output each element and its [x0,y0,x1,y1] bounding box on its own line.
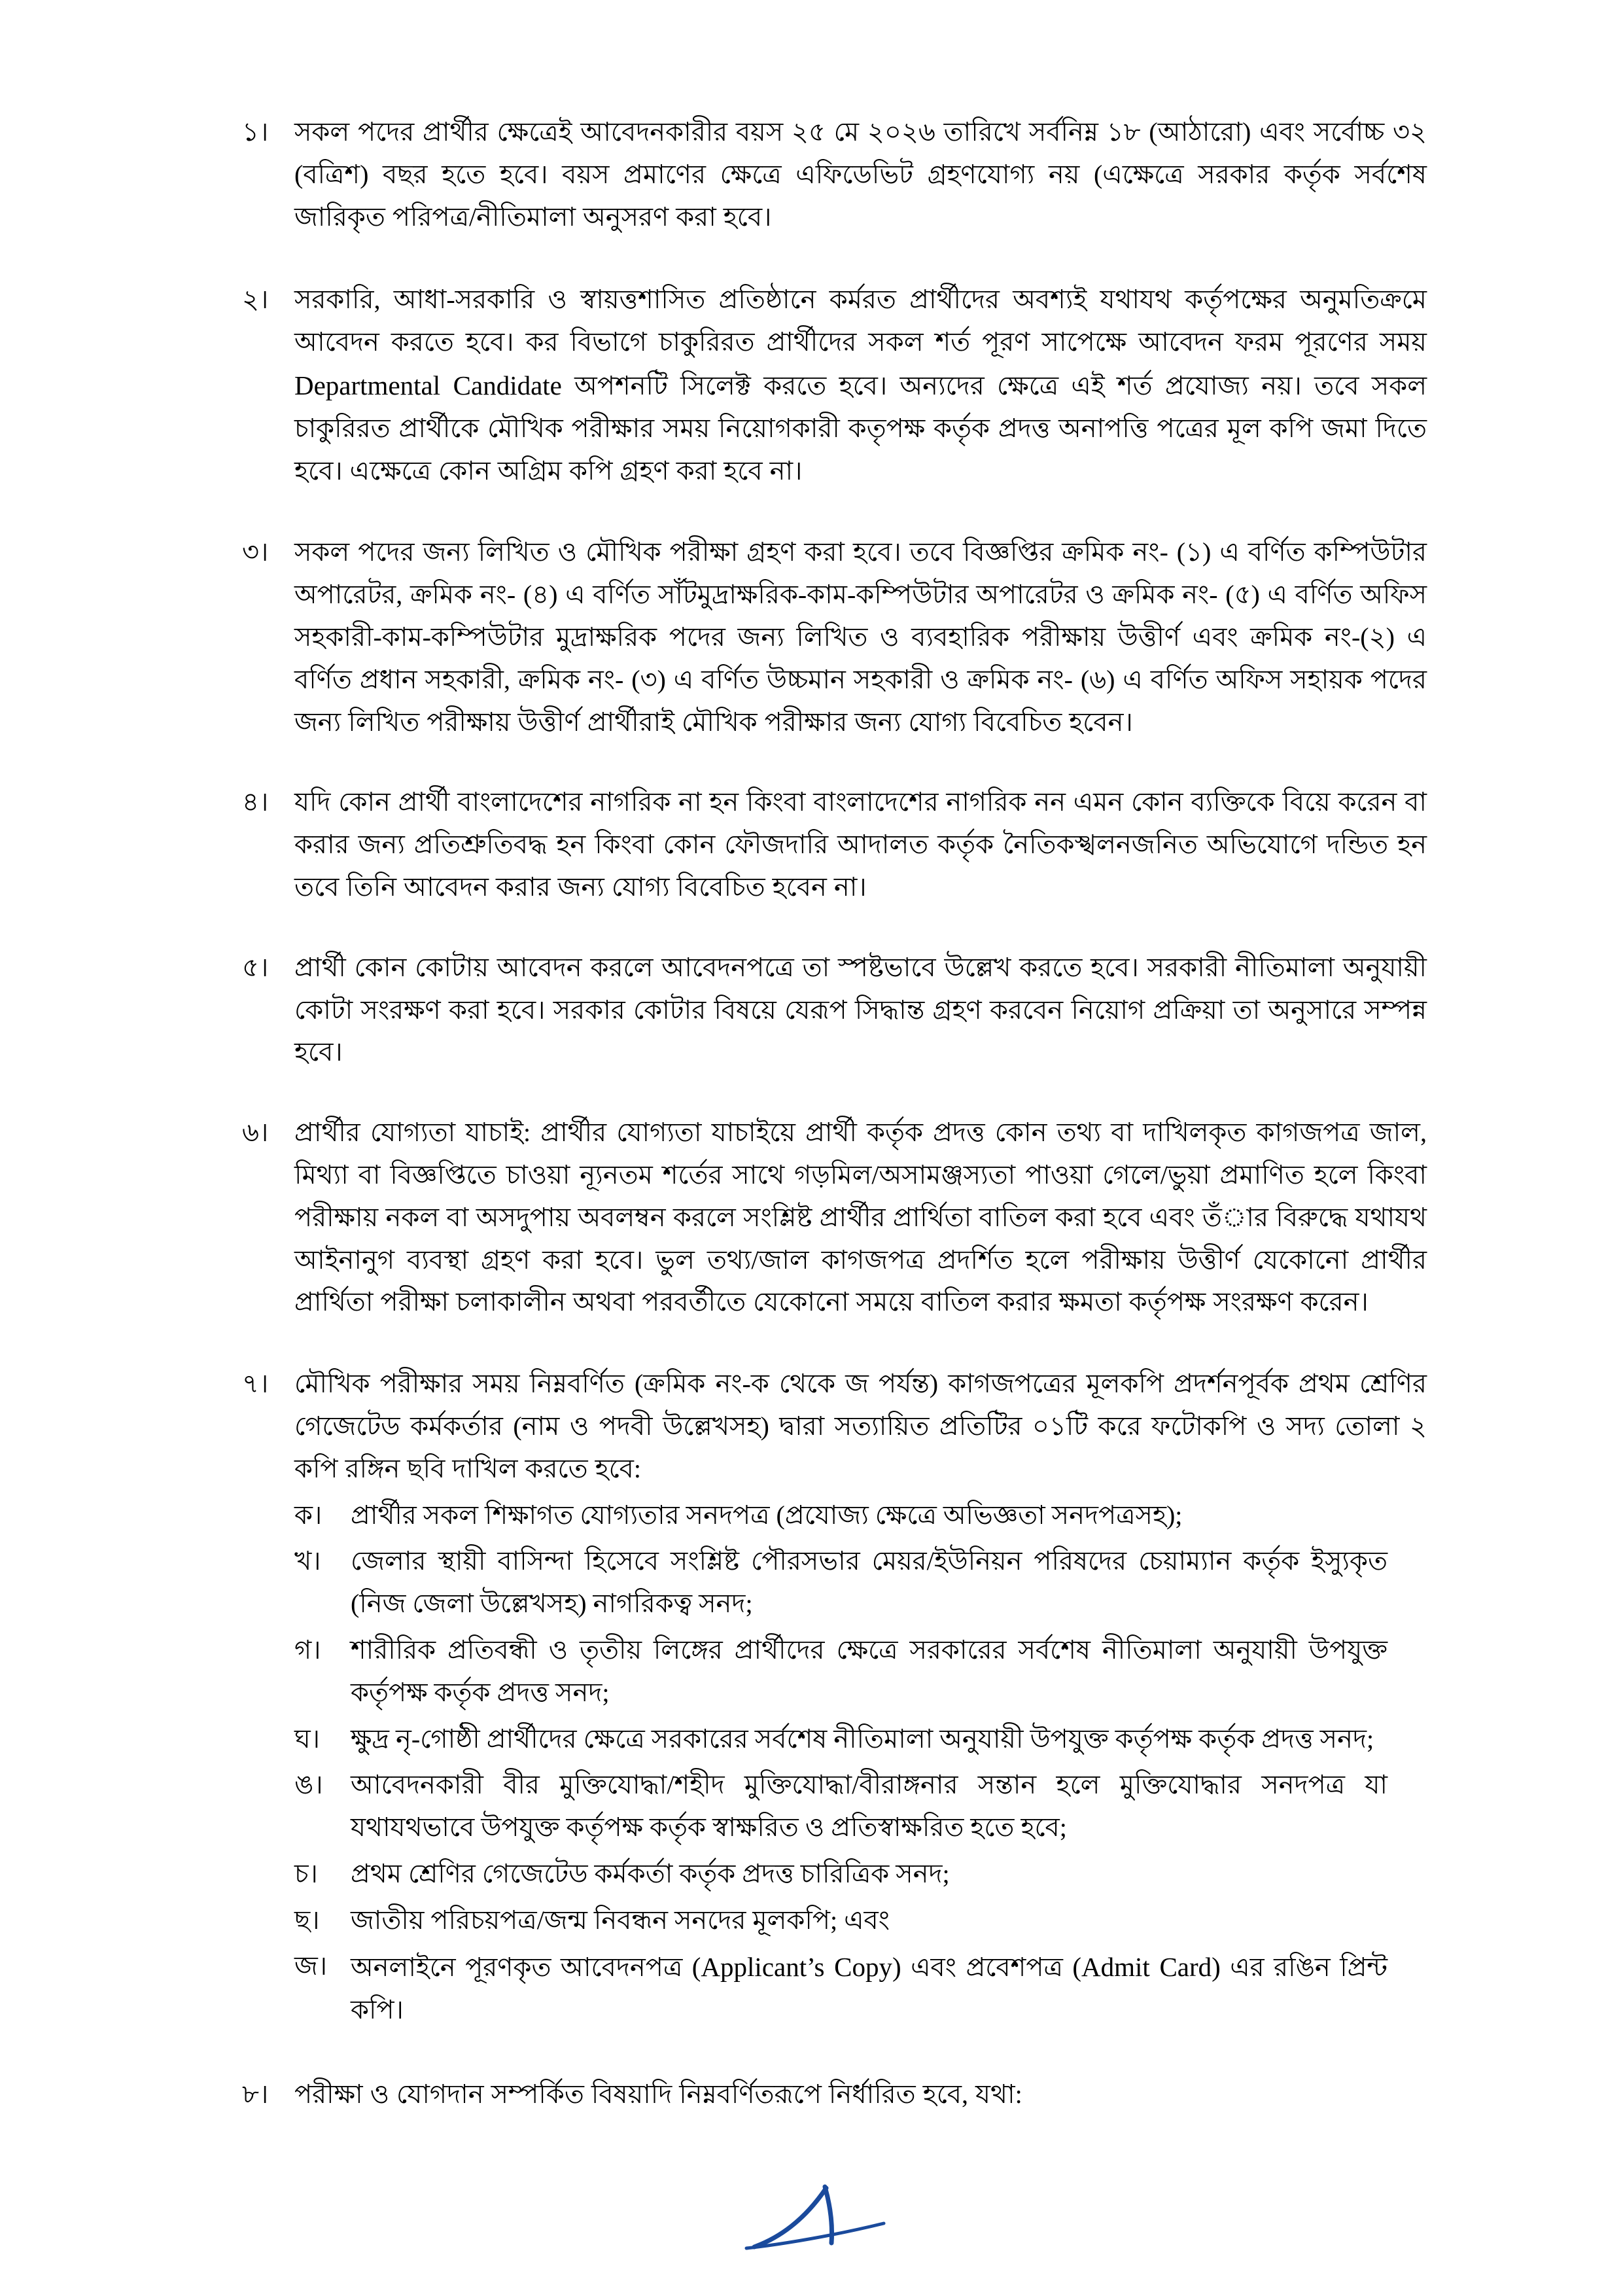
sub-item-label: ঙ। [294,1770,323,1800]
sub-item-ka [294,1494,1427,1537]
sub-item-ja [294,1945,1427,2032]
sub-item-text: প্রার্থীর সকল শিক্ষাগত যোগ্যতার সনদপত্র (প্রযোজ্য ক্ষেত্রে অভিজ্ঞতা সনদপত্রসহ); [351,1500,1183,1530]
admit-card-term: (Admit Card) [1072,1952,1221,1983]
sub-item-text: জাতীয় পরিচয়পত্র/জন্ম নিবন্ধন সনদের মূলকপি; এবং [351,1905,890,1935]
clause-text: সকল পদের জন্য লিখিত ও মৌখিক পরীক্ষা গ্রহণ করা হবে। তবে বিজ্ঞপ্তির ক্রমিক নং- (১) এ বর্ণিত কম্পিউটার অপারেটর, ক্রমিক নং- (৪) এ বর্ণিত সাঁটমুদ্রাক্ষরিক-কাম-কম্পিউটার অপারেটর ও ক্রমিক নং- (৫) এ বর্ণিত অফিস সহকারী-কাম-কম্পিউটার মুদ্রাক্ষরিক পদের জন্য লিখিত ও ব্যবহারিক পরীক্ষায় উত্তীর্ণ এবং ক্রমিক নং-(২) এ বর্ণিত প্রধান সহকারী, ক্রমিক নং- (৩) এ বর্ণিত উচ্চমান সহকারী ও ক্রমিক নং- (৬) এ বর্ণিত অফিস সহায়ক পদের জন্য লিখিত পরীক্ষায় উত্তীর্ণ প্রার্থীরাই মৌখিক পরীক্ষার জন্য যোগ্য বিবেচিত হবেন। [294,537,1427,737]
clause-8 [242,2074,1427,2116]
sub-item-uo [294,1764,1427,1849]
clause-number: ৫। [242,952,269,982]
clause-body [294,279,1427,492]
clause-number: ৮। [242,2079,269,2110]
clause-number: ২। [242,285,269,315]
clause-body [294,781,1427,908]
clause-6 [242,1112,1427,1324]
sub-item-gha [294,1718,1427,1761]
handwritten-signature-icon [720,2170,903,2268]
sub-item-cha [294,1853,1427,1896]
clause-body [294,2074,1427,2116]
clause-3 [242,531,1427,743]
clause-5 [242,947,1427,1074]
clause-1 [242,111,1427,238]
departmental-candidate-term: Departmental Candidate [294,370,562,400]
sub-item-ga [294,1629,1427,1714]
clause-number: ৬। [242,1118,269,1148]
clause-text: সকল পদের প্রার্থীর ক্ষেত্রেই আবেদনকারীর বয়স ২৫ মে ২০২৬ তারিখে সর্বনিম্ন ১৮ (আঠারো) এবং সর্বোচ্চ ৩২ (বত্রিশ) বছর হতে হবে। বয়স প্রমাণের ক্ষেত্রে এফিডেভিট গ্রহণযোগ্য নয় (এক্ষেত্রে সরকার কর্তৃক সর্বশেষ জারিকৃত পরিপত্র/নীতিমালা অনুসরণ করা হবে। [294,117,1427,232]
clause-number: ১। [242,117,269,147]
clause-7-sublist [294,1494,1427,2032]
sub-item-label: গ। [294,1634,321,1665]
clause-number: ৭। [242,1369,269,1399]
clause-text: যদি কোন প্রার্থী বাংলাদেশের নাগরিক না হন কিংবা বাংলাদেশের নাগরিক নন এমন কোন ব্যক্তিকে বিয়ে করেন বা করার জন্য প্রতিশ্রুতিবদ্ধ হন কিংবা কোন ফৌজদারি আদালত কর্তৃক নৈতিকস্খলনজনিত অভিযোগে দন্ডিত হন তবে তিনি আবেদন করার জন্য যোগ্য বিবেচিত হবেন না। [294,787,1427,902]
clause-text-part-1: সরকারি, আধা-সরকারি ও স্বায়ত্তশাসিত প্রতিষ্ঠানে কর্মরত প্রার্থীদের অবশ্যই যথাযথ কর্তৃপক্ষের অনুমতিক্রমে আবেদন করতে হবে। কর বিভাগে চাকুরিরত প্রার্থীদের সকল শর্ত পূরণ সাপেক্ষে আবেদন ফরম পূরণের সময় [294,285,1427,357]
sub-item-kha [294,1540,1427,1625]
sub-item-label: ঘ। [294,1723,321,1754]
clause-body [294,111,1427,238]
clause-body [294,531,1427,743]
clause-text [294,279,1427,492]
sub-item-label: চ। [294,1858,318,1888]
clause-body [294,1363,1427,2036]
sub-item-text-part-2: এবং প্রবেশপত্র [901,1952,1073,1983]
clause-number: ৪। [242,787,269,817]
clause-number: ৩। [242,537,269,567]
signature-area [0,2153,1623,2284]
sub-item-text: জেলার স্থায়ী বাসিন্দা হিসেবে সংশ্লিষ্ট পৌরসভার মেয়র/ইউনিয়ন পরিষদের চেয়াম্যান কর্তৃক ইস্যুকৃত (নিজ জেলা উল্লেখসহ) নাগরিকত্ব সনদ; [351,1546,1387,1619]
applicants-copy-term: (Applicant’s Copy) [691,1952,901,1983]
sub-item-chha [294,1899,1427,1942]
sub-item-text: প্রথম শ্রেণির গেজেটেড কর্মকর্তা কর্তৃক প্রদত্ত চারিত্রিক সনদ; [351,1858,950,1888]
sub-item-label: ছ। [294,1905,320,1935]
sub-item-text: আবেদনকারী বীর মুক্তিযোদ্ধা/শহীদ মুক্তিযোদ্ধা/বীরাঙ্গনার সন্তান হলে মুক্তিযোদ্ধার সনদপত্র যা যথাযথভাবে উপযুক্ত কর্তৃপক্ষ কর্তৃক স্বাক্ষরিত ও প্রতিস্বাক্ষরিত হতে হবে; [351,1770,1387,1843]
clause-text: প্রার্থী কোন কোটায় আবেদন করলে আবেদনপত্রে তা স্পষ্টভাবে উল্লেখ করতে হবে। সরকারী নীতিমালা অনুযায়ী কোটা সংরক্ষণ করা হবে। সরকার কোটার বিষয়ে যেরূপ সিদ্ধান্ত গ্রহণ করবেন নিয়োগ প্রক্রিয়া তা অনুসারে সম্পন্ন হবে। [294,952,1427,1067]
sub-item-text: শারীরিক প্রতিবন্ধী ও তৃতীয় লিঙ্গের প্রার্থীদের ক্ষেত্রে সরকারের সর্বশেষ নীতিমালা অনুযায়ী উপযুক্ত কর্তৃপক্ষ কর্তৃক প্রদত্ত সনদ; [351,1634,1387,1707]
sub-item-text-part-1: অনলাইনে পূরণকৃত আবেদনপত্র [351,1952,692,1983]
clause-body [294,1112,1427,1324]
sub-item-text-part-3: এর রঙিন প্রিন্ট কপি। [351,1952,1387,2025]
clause-body [294,947,1427,1074]
sub-item-label: খ। [294,1546,321,1576]
sub-item-label: জ। [294,1951,328,1981]
clause-text-part-2: অপশনটি সিলেক্ট করতে হবে। অন্যদের ক্ষেত্রে এই শর্ত প্রযোজ্য নয়। তবে সকল চাকুরিরত প্রার্থীকে মৌখিক পরীক্ষার সময় নিয়োগকারী কতৃপক্ষ কর্তৃক প্রদত্ত অনাপত্তি পত্রের মূল কপি জমা দিতে হবে। এক্ষেত্রে কোন অগ্রিম কপি গ্রহণ করা হবে না। [294,370,1427,486]
sub-item-text: ক্ষুদ্র নৃ-গোষ্ঠী প্রার্থীদের ক্ষেত্রে সরকারের সর্বশেষ নীতিমালা অনুযায়ী উপযুক্ত কর্তৃপক্ষ কর্তৃক প্রদত্ত সনদ; [351,1723,1374,1754]
clause-4 [242,781,1427,908]
clause-7 [242,1363,1427,2036]
sub-item-text [351,1945,1427,2032]
clause-text: মৌখিক পরীক্ষার সময় নিম্নবর্ণিত (ক্রমিক নং-ক থেকে জ পর্যন্ত) কাগজপত্রের মূলকপি প্রদর্শনপূর্বক প্রথম শ্রেণির গেজেটেড কর্মকর্তার (নাম ও পদবী উল্লেখসহ) দ্বারা সত্যায়িত প্রতিটির ০১টি করে ফটোকপি ও সদ্য তোলা ২ কপি রঙ্গিন ছবি দাখিল করতে হবে: [294,1369,1427,1483]
clause-2 [242,279,1427,492]
sub-item-label: ক। [294,1500,323,1530]
clause-text: পরীক্ষা ও যোগদান সম্পর্কিত বিষয়াদি নিম্নবর্ণিতরূপে নির্ধারিত হবে, যথা: [294,2079,1022,2110]
clause-text: প্রার্থীর যোগ্যতা যাচাই: প্রার্থীর যোগ্যতা যাচাইয়ে প্রার্থী কর্তৃক প্রদত্ত কোন তথ্য বা দাখিলকৃত কাগজপত্র জাল, মিথ্যা বা বিজ্ঞপ্তিতে চাওয়া ন্যূনতম শর্তের সাথে গড়মিল/অসামঞ্জস্যতা পাওয়া গেলে/ভুয়া প্রমাণিত হলে কিংবা পরীক্ষায় নকল বা অসদুপায় অবলম্বন করলে সংশ্লিষ্ট প্রার্থীর প্রার্থিতা বাতিল করা হবে এবং তঁার বিরুদ্ধে যথাযথ আইনানুগ ব্যবস্থা গ্রহণ করা হবে। ভুল তথ্য/জাল কাগজপত্র প্রদর্শিত হলে পরীক্ষায় উত্তীর্ণ যেকোনো প্রার্থীর প্রার্থিতা পরীক্ষা চলাকালীন অথবা পরবর্তীতে যেকোনো সময়ে বাতিল করার ক্ষমতা কর্তৃপক্ষ সংরক্ষণ করেন। [294,1118,1427,1317]
